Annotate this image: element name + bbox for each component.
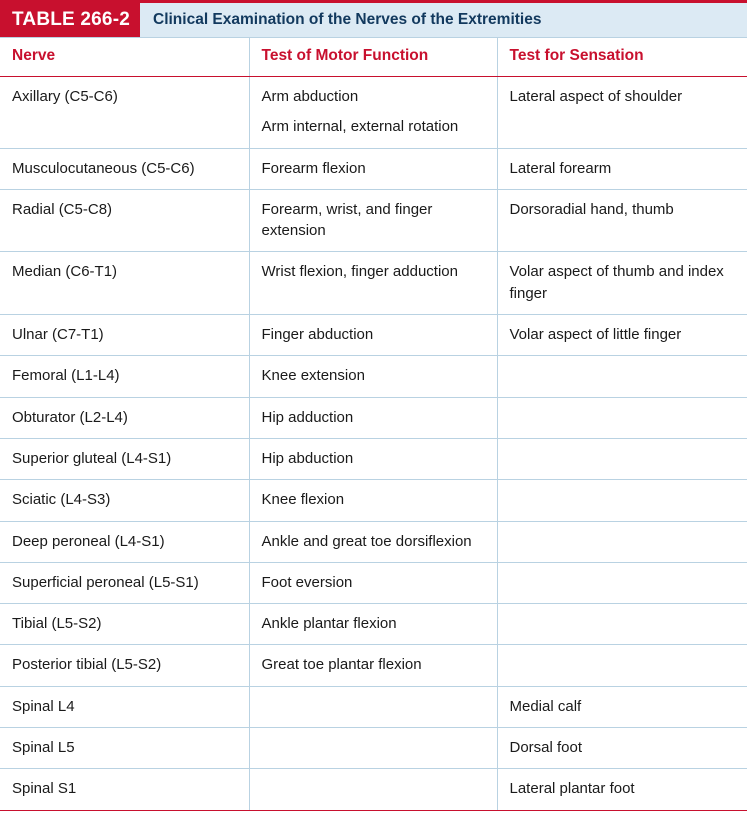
- cell-line: Finger abduction: [261, 326, 374, 344]
- cell-motor-function: [249, 148, 497, 189]
- cell-nerve: Femoral (L1-L4): [0, 356, 249, 397]
- cell-line: Arm internal, external rotation: [261, 118, 459, 136]
- table-body: [0, 77, 747, 811]
- cell-line: Arm abduction: [261, 88, 359, 105]
- cell-line: Hip abduction: [261, 449, 354, 467]
- cell-nerve: Ulnar (C7-T1): [0, 315, 249, 356]
- table-row: [0, 397, 747, 438]
- cell-line: Hip adduction: [261, 408, 354, 426]
- cell-nerve: Deep peroneal (L4-S1): [0, 521, 249, 562]
- empty-value: [510, 572, 738, 573]
- cell-line: Dorsal foot: [509, 739, 583, 757]
- table-row: [0, 189, 747, 252]
- cell-line: Wrist flexion, finger adduction: [261, 263, 458, 281]
- cell-motor-function: [249, 769, 497, 810]
- column-header-sensation: Test for Sensation: [497, 38, 747, 77]
- cell-nerve: Tibial (L5-S2): [0, 604, 249, 645]
- table-row: [0, 315, 747, 356]
- empty-value: [510, 531, 738, 532]
- table-row: [0, 562, 747, 603]
- column-header-motor: Test of Motor Function: [249, 38, 497, 77]
- cell-nerve: Superior gluteal (L4-S1): [0, 438, 249, 479]
- column-header-nerve: Nerve: [0, 38, 249, 77]
- empty-value: [510, 489, 738, 490]
- empty-value: [262, 737, 487, 738]
- cell-motor-function: [249, 77, 497, 149]
- cell-line: Ankle and great toe dorsiflexion: [261, 532, 472, 550]
- table-row: [0, 769, 747, 810]
- cell-sensation: [497, 77, 747, 149]
- cell-sensation: [497, 604, 747, 645]
- cell-line: Forearm, wrist, and finger extension: [261, 200, 433, 240]
- cell-nerve: Musculocutaneous (C5-C6): [0, 148, 249, 189]
- cell-sensation: [497, 686, 747, 727]
- table-caption-bar: [0, 0, 747, 38]
- cell-nerve: Radial (C5-C8): [0, 189, 249, 252]
- cell-sensation: [497, 562, 747, 603]
- cell-line: Lateral forearm: [509, 159, 612, 177]
- cell-sensation: [497, 728, 747, 769]
- cell-nerve: Spinal L5: [0, 728, 249, 769]
- cell-sensation: [497, 645, 747, 686]
- cell-motor-function: [249, 562, 497, 603]
- table-row: [0, 252, 747, 315]
- cell-sensation: [497, 148, 747, 189]
- cell-sensation: [497, 252, 747, 315]
- empty-value: [510, 407, 738, 408]
- cell-line: Lateral plantar foot: [509, 780, 635, 798]
- cell-sensation: [497, 438, 747, 479]
- cell-line: Lateral aspect of shoulder: [509, 88, 683, 105]
- cell-motor-function: [249, 521, 497, 562]
- empty-value: [510, 654, 738, 655]
- empty-value: [262, 696, 487, 697]
- cell-motor-function: [249, 686, 497, 727]
- nerve-examination-table: [0, 38, 747, 811]
- table-row: [0, 148, 747, 189]
- table-header-row: [0, 38, 747, 77]
- empty-value: [262, 778, 487, 779]
- table-row: [0, 77, 747, 149]
- cell-sensation: [497, 480, 747, 521]
- cell-sensation: [497, 521, 747, 562]
- table-title: Clinical Examination of the Nerves of the Extremities: [153, 11, 542, 28]
- cell-motor-function: [249, 604, 497, 645]
- table-number-badge: TABLE 266-2: [0, 3, 140, 37]
- cell-line: Forearm flexion: [261, 159, 366, 177]
- empty-value: [510, 448, 738, 449]
- cell-line: Knee flexion: [261, 491, 345, 509]
- table-row: [0, 480, 747, 521]
- cell-line: Medial calf: [509, 697, 582, 715]
- cell-sensation: [497, 356, 747, 397]
- cell-nerve: Obturator (L2-L4): [0, 397, 249, 438]
- table-row: [0, 356, 747, 397]
- table-row: [0, 728, 747, 769]
- cell-nerve: Axillary (C5-C6): [0, 77, 249, 149]
- cell-motor-function: [249, 315, 497, 356]
- cell-nerve: Spinal S1: [0, 769, 249, 810]
- cell-line: Volar aspect of thumb and index finger: [509, 263, 724, 302]
- cell-motor-function: [249, 728, 497, 769]
- cell-line: Ankle plantar flexion: [261, 615, 397, 633]
- table-row: [0, 438, 747, 479]
- cell-motor-function: [249, 438, 497, 479]
- cell-line: Volar aspect of little finger: [509, 326, 682, 344]
- table-row: [0, 521, 747, 562]
- cell-line: Great toe plantar flexion: [261, 656, 422, 674]
- cell-line: Knee extension: [261, 367, 365, 385]
- cell-motor-function: [249, 397, 497, 438]
- cell-sensation: [497, 189, 747, 252]
- table-row: [0, 645, 747, 686]
- cell-motor-function: [249, 189, 497, 252]
- cell-sensation: [497, 769, 747, 810]
- cell-nerve: Posterior tibial (L5-S2): [0, 645, 249, 686]
- cell-sensation: [497, 315, 747, 356]
- cell-nerve: Spinal L4: [0, 686, 249, 727]
- empty-value: [510, 613, 738, 614]
- cell-motor-function: [249, 645, 497, 686]
- cell-nerve: Sciatic (L4-S3): [0, 480, 249, 521]
- cell-nerve: Median (C6-T1): [0, 252, 249, 315]
- cell-motor-function: [249, 252, 497, 315]
- cell-line: Foot eversion: [261, 573, 353, 591]
- cell-nerve: Superficial peroneal (L5-S1): [0, 562, 249, 603]
- cell-motor-function: [249, 480, 497, 521]
- empty-value: [510, 365, 738, 366]
- cell-line: Dorsoradial hand, thumb: [509, 200, 674, 218]
- table-row: [0, 604, 747, 645]
- cell-motor-function: [249, 356, 497, 397]
- table-row: [0, 686, 747, 727]
- cell-sensation: [497, 397, 747, 438]
